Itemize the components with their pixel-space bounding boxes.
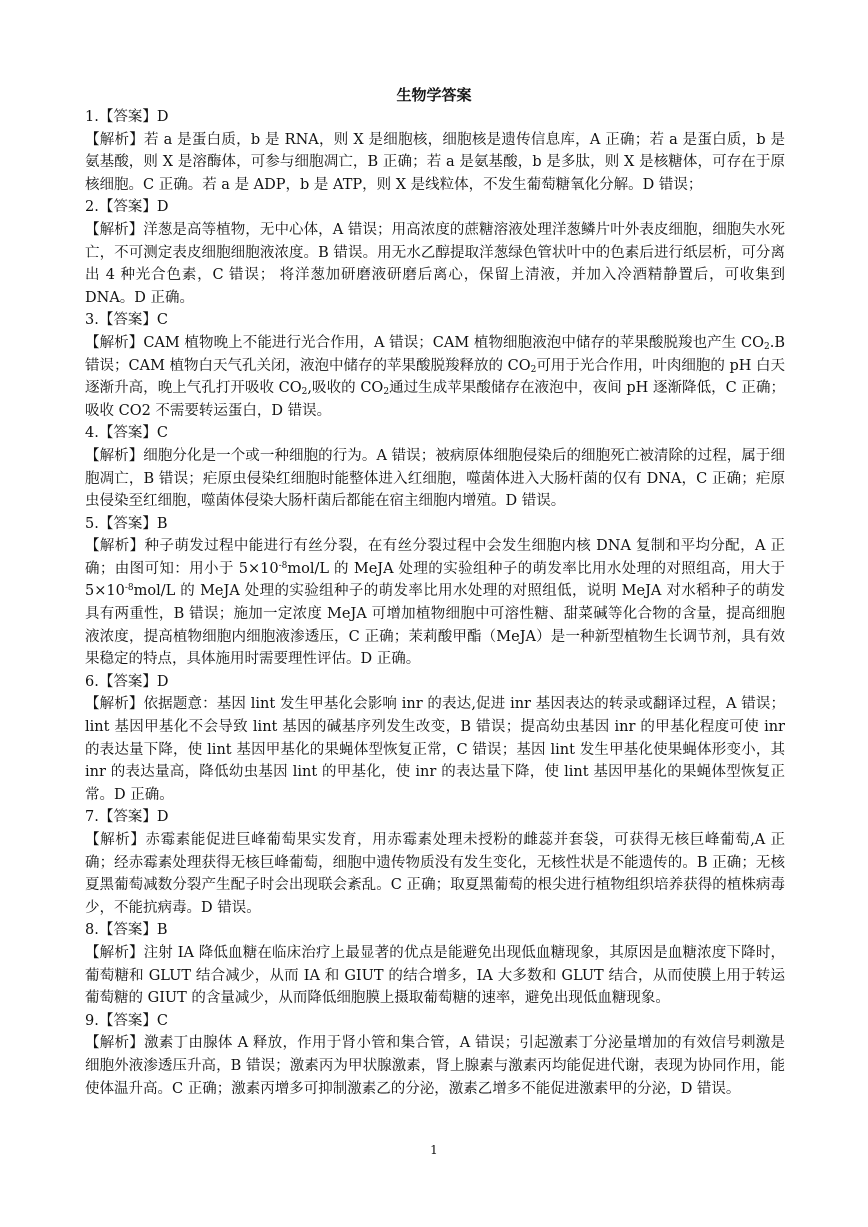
- analysis-text-segment: 可用于光合作用，叶肉细胞的 pH 白天逐渐升高，晚上气孔打开吸收 CO: [85, 357, 786, 397]
- answer-item-8: [85, 919, 785, 1009]
- answer-key-4: 4.【答案】C: [85, 425, 168, 442]
- subscript: 2: [530, 364, 537, 375]
- answer-key-6: 6.【答案】D: [85, 673, 169, 690]
- answer-item-9: [85, 1010, 785, 1100]
- answer-item-7: [85, 806, 785, 919]
- answer-key-7: 7.【答案】D: [85, 809, 169, 826]
- analysis-text-segment: ,吸收的 CO: [307, 380, 384, 397]
- answer-item-4: [85, 422, 785, 512]
- analysis-text-1: 【解析】若 a 是蛋白质，b 是 RNA，则 X 是细胞核，细胞核是遗传信息库，A 正确；若 a 是蛋白质，b 是氨基酸，则 X 是溶酶体，可参与细胞凋亡，B 正确；若 a 是氨基酸，b 是多肽，则 X 是核糖体，可存在于原核细胞。C 正确。若 a 是 ADP，b 是 ATP，则 X 是线粒体，不发生葡萄糖氧化分解。D 错误；: [85, 131, 785, 193]
- answer-item-2: [85, 196, 785, 309]
- analysis-text-8: 【解析】注射 IA 降低血糖在临床治疗上最显著的优点是能避免出现低血糖现象，其原因是血糖浓度下降时，葡萄糖和 GLUT 结合减少，从而 IA 和 GIUT 的结合增多，IA 大多数和 GLUT 结合，从而使膜上用于转运葡萄糖的 GIUT 的含量减少，从而降低细胞膜上摄取葡萄糖的速率，避免出现低血糖现象。: [85, 944, 785, 1007]
- answer-key-1: 1.【答案】D: [85, 109, 169, 125]
- analysis-text-segment: mol/L 的 MeJA 处理的实验组种子的萌发率比用水处理的对照组高，用大于 5×10: [85, 560, 785, 600]
- superscript: -8: [278, 560, 288, 571]
- answer-key-9: 9.【答案】C: [85, 1012, 168, 1029]
- answer-item-1: [85, 106, 785, 196]
- analysis-text-segment: 通过生成苹果酸储存在液泡中，夜间 pH 逐渐降低，C 正确；吸收 CO2 不需要转运蛋白，D 错误。: [85, 380, 785, 419]
- superscript: -8: [124, 583, 134, 594]
- answer-key-8: 8.【答案】B: [85, 922, 168, 939]
- subscript: 2: [764, 341, 770, 352]
- answer-item-5: [85, 513, 785, 671]
- analysis-text-2: 【解析】洋葱是高等植物，无中心体，A 错误；用高浓度的蔗糖溶液处理洋葱鳞片叶外表皮细胞，细胞失水死亡，不可测定表皮细胞细胞液浓度。B 错误。用无水乙醇提取洋葱绿色管状叶中的色素后进行纸层析，可分离出 4 种光合色素，C 错误； 将洋葱加研磨液研磨后离心，保留上清液，并加入冷酒精静置后，可收集到 DNA。D 正确。: [85, 221, 785, 306]
- subscript: 2: [383, 387, 390, 398]
- analysis-text-segment: mol/L 的 MeJA 处理的实验组种子的萌发率比用水处理的对照组低，说明 MeJA 对水稻种子的萌发具有两重性，B 错误；施加一定浓度 MeJA 可增加植物细胞中可溶性糖、甜菜碱等化合物的含量，提高细胞液浓度，提高植物细胞内细胞液渗透压，C 正确；茉莉酸甲酯（MeJA）是一种新型植物生长调节剂，具有效果稳定的特点，具体施用时需要理性评估。D 正确。: [85, 583, 785, 668]
- analysis-text-6: 【解析】依据题意：基因 lint 发生甲基化会影响 inr 的表达,促进 inr 基因表达的转录或翻译过程，A 错误；lint 基因甲基化不会导致 lint 基因的碱基序列发生改变，B 错误；提高幼虫基因 inr 的甲基化程度可使 inr 的表达量下降，使 lint 基因甲基化的果蝇体型恢复正常，C 错误；基因 lint 发生甲基化使果蝇体形变小，其 inr 的表达量高，降低幼虫基因 lint 的甲基化，使 inr 的表达量下降，使 lint 基因甲基化的果蝇体型恢复正常。D 正确。: [85, 696, 785, 803]
- analysis-text-segment: 【解析】CAM 植物晚上不能进行光合作用，A 错误；CAM 植物细胞液泡中储存的苹果酸脱羧也产生 CO: [85, 334, 764, 351]
- answer-item-6: [85, 671, 785, 807]
- page-title: 生物学答案: [396, 86, 472, 104]
- subscript: 2: [301, 387, 308, 398]
- analysis-text-segment: 【解析】种子萌发过程中能进行有丝分裂，在有丝分裂过程中会发生细胞内核 DNA 复制和平均分配，A 正确；由图可知：用小于 5×10: [85, 538, 785, 577]
- analysis-text-3: [85, 332, 785, 422]
- analysis-text-4: 【解析】细胞分化是一个或一种细胞的行为。A 错误；被病原体细胞侵染后的细胞死亡被清除的过程，属于细胞凋亡，B 错误；疟原虫侵染红细胞时能整体进入红细胞，噬菌体进入大肠杆菌的仅有 DNA，C 正确；疟原虫侵染至红细胞，噬菌体侵染大肠杆菌后都能在宿主细胞内增殖。D 错误。: [85, 447, 785, 510]
- analysis-text-7: 【解析】赤霉素能促进巨峰葡萄果实发育，用赤霉素处理未授粉的雌蕊并套袋，可获得无核巨峰葡萄,A 正确；经赤霉素处理获得无核巨峰葡萄，细胞中遗传物质没有发生变化，无核性状是不能遗传的。B 正确；无核夏黑葡萄减数分裂产生配子时会出现联会紊乱。C 正确；取夏黑葡萄的根尖进行植物组织培养获得的植株病毒少，不能抗病毒。D 错误。: [85, 832, 785, 916]
- analysis-text-5: [85, 535, 785, 671]
- answer-key-3: 3.【答案】C: [85, 312, 168, 329]
- answer-list: [85, 106, 785, 1100]
- answer-item-3: [85, 309, 785, 422]
- page-number: 1: [430, 1143, 438, 1157]
- analysis-text-segment: .B 错误；CAM 植物白天气孔关闭，液泡中储存的苹果酸脱羧释放的 CO: [85, 334, 785, 374]
- answer-key-2: 2.【答案】D: [85, 199, 169, 216]
- analysis-text-9: 【解析】激素丁由腺体 A 释放，作用于肾小管和集合管，A 错误；引起激素丁分泌量增加的有效信号刺激是细胞外液渗透压升高，B 错误；激素丙为甲状腺激素，肾上腺素与激素丙均能促进代谢，表现为协同作用，能使体温升高。C 正确；激素丙增多可抑制激素乙的分泌，激素乙增多不能促进激素甲的分泌，D 错误。: [85, 1035, 785, 1097]
- answer-key-5: 5.【答案】B: [85, 515, 168, 532]
